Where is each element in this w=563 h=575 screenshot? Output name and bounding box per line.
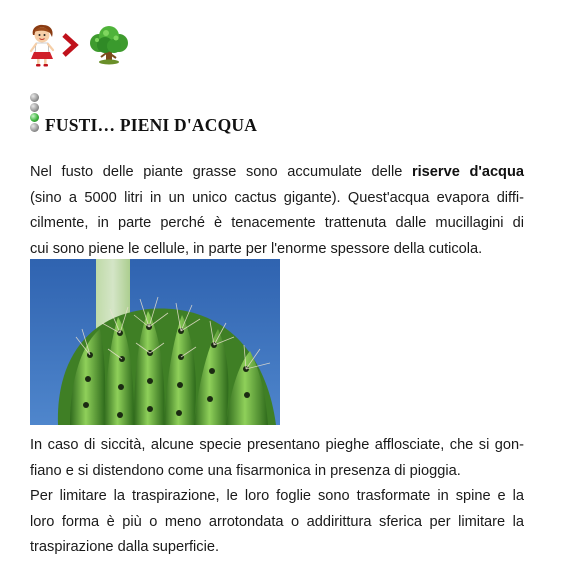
girl-character-icon[interactable]	[27, 23, 57, 67]
bullet-dot-active	[30, 113, 39, 122]
bullet-dot	[30, 103, 39, 112]
paragraph-1	[30, 160, 524, 262]
bold-text: riserve d'acqua	[411, 164, 525, 180]
text-span: Nel fusto delle piante grasse sono accumulate delle	[30, 164, 412, 180]
paragraph-2	[30, 433, 524, 561]
paragraph-1-line-4: cui sono piene le cellule, in parte per l'enorme spessore della cuticola.	[30, 240, 483, 257]
paragraph-1-line-3: cilmente, in parte perché è tenacemente trattenuta dalle mucillagini di	[30, 215, 524, 232]
chevron-right-icon[interactable]	[61, 32, 79, 58]
paragraph-2-line-4: loro forma è più o meno arrotondata o addirittura sferica per limitare la	[30, 513, 524, 530]
paragraph-1-line-1	[30, 160, 524, 186]
paragraph-2-line-3: Per limitare la traspirazione, le loro foglie sono trasformate in spine e la	[30, 488, 524, 505]
paragraph-1-line-2: (sino a 5000 litri in un unico cactus gigante). Quest'acqua evapora diffi-	[30, 189, 524, 206]
bullet-dot	[30, 93, 39, 102]
cactus-photo	[30, 259, 280, 425]
breadcrumb	[27, 22, 133, 68]
tree-icon[interactable]	[85, 23, 133, 67]
paragraph-2-line-5: traspirazione dalla superficie.	[30, 539, 220, 556]
bullet-dot	[30, 123, 39, 132]
paragraph-2-line-2: fiano e si distendono come una fisarmonica in presenza di pioggia.	[30, 462, 461, 479]
paragraph-2-line-1: In caso di siccità, alcune specie presentano pieghe afflosciate, che si gon-	[30, 437, 524, 453]
page-title: FUSTI… PIENI D'ACQUA	[45, 115, 258, 135]
bullet-dots-icon	[30, 93, 40, 133]
